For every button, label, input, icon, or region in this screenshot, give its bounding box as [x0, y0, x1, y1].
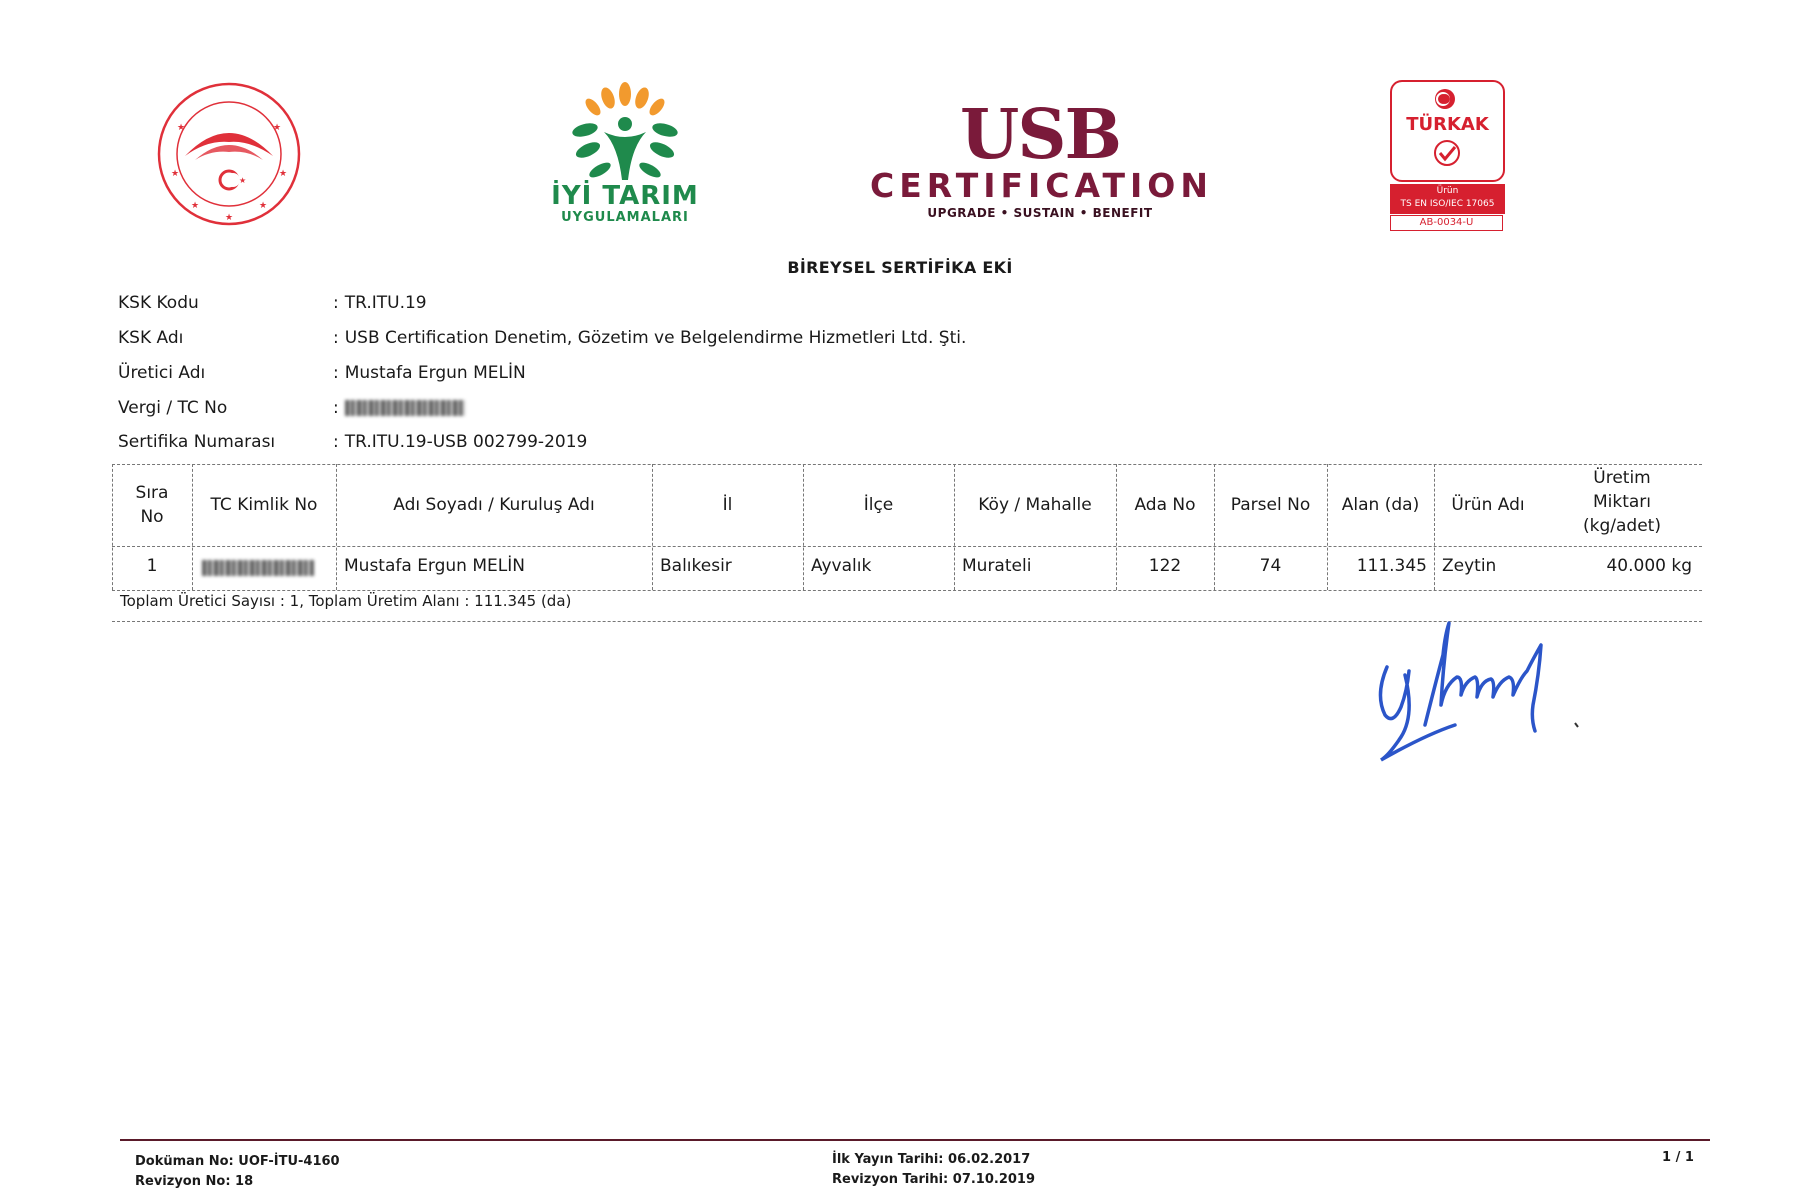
header-uretim-line3: (kg/adet): [1583, 516, 1661, 536]
header-koy-mahalle: Köy / Mahalle: [978, 495, 1092, 515]
turkak-accreditation-no: AB-0034-U: [1390, 215, 1503, 231]
svg-text:★: ★: [177, 123, 186, 133]
svg-text:★: ★: [225, 213, 234, 223]
info-label: KSK Kodu: [118, 293, 199, 313]
svg-text:★: ★: [191, 201, 200, 211]
header-sira-line1: Sıra: [135, 483, 169, 503]
cell-tc-kimlik: [202, 558, 314, 578]
redacted-value: [345, 400, 465, 416]
cell-alan: 111.345: [1356, 556, 1427, 576]
cell-ilce: Ayvalık: [811, 556, 872, 576]
cell-parsel-no: 74: [1259, 556, 1282, 576]
handwritten-signature: [1365, 615, 1605, 765]
header-urun-adi: Ürün Adı: [1451, 495, 1525, 515]
summary-text: Toplam Üretici Sayısı : 1, Toplam Üretim Alanı : 111.345 (da): [120, 592, 572, 610]
table-row: [112, 546, 1702, 590]
cell-urun-adi: Zeytin: [1442, 556, 1497, 576]
svg-text:★: ★: [239, 176, 247, 185]
cell-adi-soyadi: Mustafa Ergun MELİN: [344, 556, 525, 576]
svg-text:★: ★: [259, 201, 268, 211]
header-alan: Alan (da): [1341, 495, 1420, 515]
info-value: USB Certification Denetim, Gözetim ve Belgelendirme Hizmetleri Ltd. Şti.: [344, 328, 967, 348]
header-adi-soyadi: Adı Soyadı / Kuruluş Adı: [393, 495, 595, 515]
svg-text:★: ★: [279, 169, 288, 179]
header-ilce: İlçe: [863, 495, 894, 515]
usb-certification-text: CERTIFICATION: [870, 166, 1213, 205]
header-uretim-miktari: [1542, 458, 1702, 546]
info-value: Mustafa Ergun MELİN: [344, 363, 526, 383]
info-label: Sertifika Numarası: [118, 432, 276, 452]
turkak-name: TÜRKAK: [1406, 114, 1489, 135]
svg-text:★: ★: [273, 123, 282, 133]
iyi-tarim-line1: İYİ TARIM: [551, 181, 699, 211]
iyi-tarim-line2: UYGULAMALARI: [561, 210, 689, 225]
header-sira: [112, 464, 192, 546]
footer-revizyon-no: Revizyon No: 18: [135, 1174, 254, 1189]
svg-text:★: ★: [171, 169, 180, 179]
header-sira-line2: No: [140, 507, 164, 527]
cell-il: Balıkesir: [660, 556, 732, 576]
turkak-line1: Ürün: [1436, 186, 1459, 196]
header-uretim-line1: Üretim: [1593, 468, 1651, 488]
usb-certification-logo: [870, 95, 1213, 230]
header-il: İl: [722, 495, 733, 515]
footer-page-number: 1 / 1: [1662, 1150, 1694, 1165]
usb-wordmark: USB: [960, 95, 1120, 175]
cell-sira: 1: [146, 556, 158, 576]
info-value: TR.ITU.19-USB 002799-2019: [344, 432, 588, 452]
cell-ada-no: 122: [1148, 556, 1182, 576]
cell-uretim-miktari: 40.000 kg: [1606, 556, 1692, 576]
info-value: TR.ITU.19: [344, 293, 427, 313]
iyi-tarim-logo: [540, 80, 710, 230]
footer-dokuman-no: Doküman No: UOF-İTU-4160: [135, 1154, 340, 1169]
document-title: BİREYSEL SERTİFİKA EKİ: [787, 258, 1013, 277]
turkak-line2: TS EN ISO/IEC 17065: [1400, 199, 1495, 209]
info-label: Üretici Adı: [118, 363, 206, 383]
turkak-accreditation-logo: [1390, 80, 1505, 230]
ministry-seal-logo: [155, 80, 303, 228]
redacted-value: [202, 560, 314, 576]
footer-ilk-yayin-tarihi: İlk Yayın Tarihi: 06.02.2017: [832, 1152, 1031, 1167]
info-label: Vergi / TC No: [118, 398, 228, 418]
info-label: KSK Adı: [118, 328, 184, 348]
header-ada-no: Ada No: [1134, 495, 1196, 515]
header-tc-kimlik: TC Kimlik No: [210, 495, 318, 515]
header-parsel-no: Parsel No: [1230, 495, 1311, 515]
usb-tagline: UPGRADE • SUSTAIN • BENEFIT: [927, 206, 1153, 220]
footer-revizyon-tarihi: Revizyon Tarihi: 07.10.2019: [832, 1172, 1036, 1187]
check-icon: [1432, 138, 1462, 168]
footer-divider: [120, 1139, 1710, 1141]
header-uretim-line2: Miktarı: [1592, 492, 1652, 512]
cell-koy-mahalle: Murateli: [962, 556, 1032, 576]
